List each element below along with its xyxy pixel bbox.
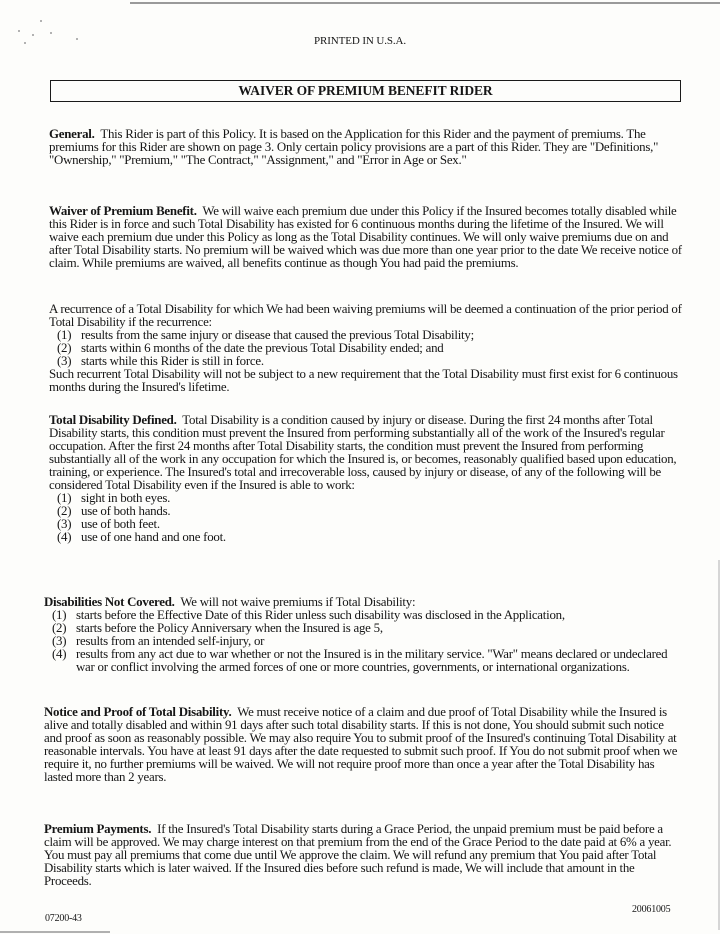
section-total-disability-defined	[49, 414, 689, 544]
recurrence-intro: A recurrence of a Total Disability for which We had been waiving premiums will be deemed a continuation of the prior period of Total Disability if the recurrence:	[49, 302, 682, 329]
item-text: starts before the Effective Date of this Rider unless such disability was disclosed in the Application,	[76, 608, 565, 622]
document-title: WAIVER OF PREMIUM BENEFIT RIDER	[238, 83, 493, 98]
item-number: (3)	[57, 354, 72, 368]
section-text: We must receive notice of a claim and due proof of Total Disability while the Insured is alive and totally disabled and within 91 days after such total disability starts. If this is not done, You should submit such notice and proof as soon as reasonably possible. We may also require You to submit proof of the Insured's continuing Total Disability at reasonable intervals. You have at least 91 days after the date requested to submit such proof. If You do not submit proof when we require it, no further premiums will be waived. We will not require proof more than once a year after the Total Disability has lasted more than 2 years.	[44, 705, 678, 784]
section-heading: General.	[49, 127, 95, 141]
section-waiver	[49, 205, 689, 270]
item-number: (3)	[57, 517, 72, 531]
section-general	[49, 128, 689, 167]
section-premium-payments	[44, 823, 684, 888]
item-number: (3)	[52, 634, 67, 648]
section-text: This Rider is part of this Policy. It is based on the Application for this Rider and the payment of premiums. The premiums for this Rider are shown on page 3. Only certain policy provisions are a part of this Rider. They are "Definitions," "Ownership," "Premium," "The Contract," "Assignment," and "Error in Age or Sex."	[49, 127, 659, 167]
item-text: starts within 6 months of the date the previous Total Disability ended; and	[81, 341, 444, 355]
item-number: (4)	[57, 530, 72, 544]
section-heading: Total Disability Defined.	[49, 413, 177, 427]
printed-in-usa: PRINTED IN U.S.A.	[313, 35, 407, 47]
item-number: (1)	[52, 608, 67, 622]
scan-bottom-edge	[0, 931, 110, 933]
item-text: use of both hands.	[81, 504, 171, 518]
section-heading: Notice and Proof of Total Disability.	[44, 705, 232, 719]
item-text: use of both feet.	[81, 517, 160, 531]
title-box	[50, 80, 681, 102]
section-text: Total Disability is a condition caused by injury or disease. During the first 24 months after Total Disability starts, this condition must prevent the Insured from performing substantially all of the work of the Insured's regular occupation. After the first 24 months after Total Disability starts, the condition must prevent the Insured from performing substantially all of the work in any occupation for which the Insured is, or becomes, reasonably qualified based upon education, training, or experience. The Insured's total and irrecoverable loss, caused by injury or disease, of any of the following will be considered Total Disability even if the Insured is able to work:	[49, 413, 677, 492]
item-number: (1)	[57, 491, 72, 505]
section-heading: Waiver of Premium Benefit.	[49, 204, 197, 218]
item-text: results from the same injury or disease that caused the previous Total Disability;	[81, 328, 474, 342]
section-recurrence	[49, 303, 689, 394]
form-number: 07200-43	[45, 913, 82, 924]
date-code: 20061005	[632, 904, 671, 915]
item-number: (2)	[57, 341, 72, 355]
section-text: If the Insured's Total Disability starts during a Grace Period, the unpaid premium must be paid before a claim will be approved. We may charge interest on that premium from the end of the Grace Period to the date paid at 6% a year. You must pay all premiums that come due until We approve the claim. We will refund any premium that You paid after Total Disability starts which is later waived. If the Insured dies before such refund is made, We will include that amount in the Proceeds.	[44, 822, 672, 888]
section-text: We will waive each premium due under this Policy if the Insured becomes totally disabled while this Rider is in force and such Total Disability has existed for 6 continuous months during the lifetime of the Insured. We will waive each premium due under this Policy as long as the Total Disability continues. We will only waive premiums due on and after Total Disability starts. No premium will be waived which was due more than one year prior to the date We receive notice of claim. While premiums are waived, all benefits continue as though You had paid the premiums.	[49, 204, 682, 270]
section-text: We will not waive premiums if Total Disability:	[180, 595, 416, 609]
item-text: starts before the Policy Anniversary when the Insured is age 5,	[76, 621, 383, 635]
item-text: results from any act due to war whether or not the Insured is in the military service. "War" means declared or undeclared war or conflict involving the armed forces of one or more countries, governments, or international organizations.	[76, 647, 668, 674]
section-heading: Premium Payments.	[44, 822, 152, 836]
list-item	[49, 531, 689, 544]
list-item	[44, 648, 684, 674]
item-text: sight in both eyes.	[81, 491, 171, 505]
section-heading: Disabilities Not Covered.	[44, 595, 175, 609]
section-notice-and-proof	[44, 706, 684, 784]
item-number: (4)	[52, 647, 67, 661]
item-number: (2)	[57, 504, 72, 518]
recurrence-outro: Such recurrent Total Disability will not be subject to a new requirement that the Total Disability must first exist for 6 continuous months during the Insured's lifetime.	[49, 367, 678, 394]
item-text: results from an intended self-injury, or	[76, 634, 265, 648]
item-text: use of one hand and one foot.	[81, 530, 226, 544]
item-text: starts while this Rider is still in force.	[81, 354, 264, 368]
item-number: (2)	[52, 621, 67, 635]
section-disabilities-not-covered	[44, 596, 684, 674]
item-number: (1)	[57, 328, 72, 342]
scan-top-edge	[130, 2, 720, 4]
